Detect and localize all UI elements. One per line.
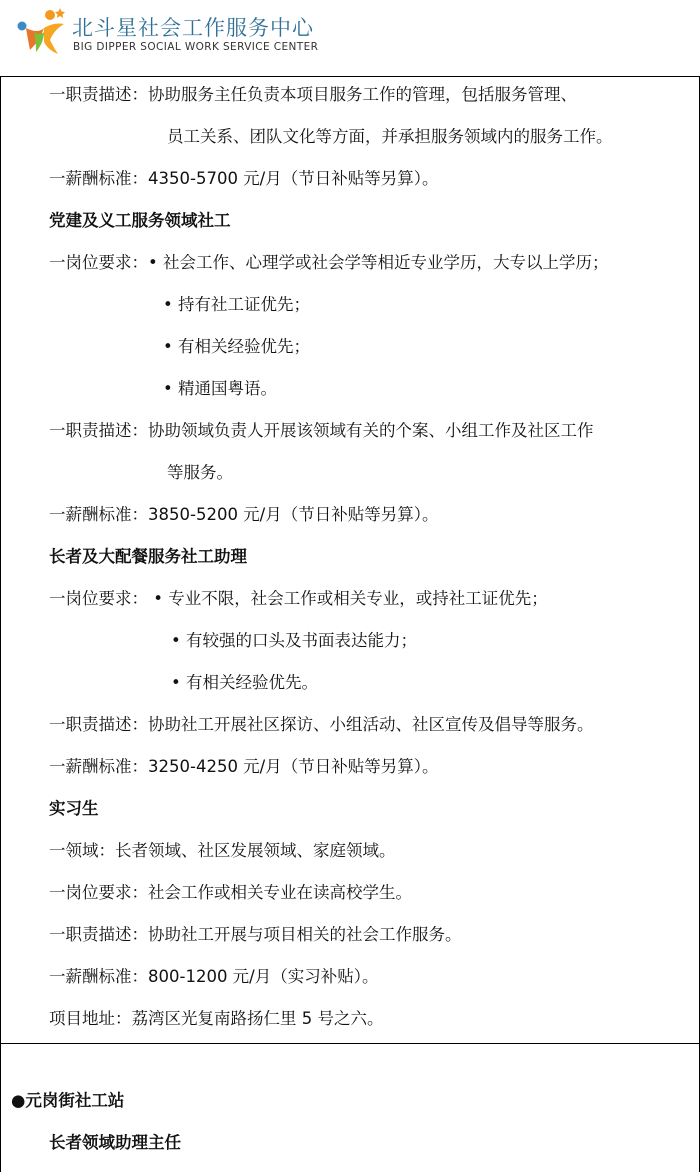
requirement-bullet: • 有相关经验优先。 (171, 673, 318, 692)
duty-description-line: 一职责描述：协助社工开展社区探访、小组活动、社区宣传及倡导等服务。 (49, 715, 594, 734)
requirement-line: 一岗位要求：社会工作或相关专业在读高校学生。 (49, 883, 412, 902)
section-heading: 长者领域助理主任 (49, 1133, 181, 1152)
duty-description-line: 一职责描述：协助社工开展与项目相关的社会工作服务。 (49, 925, 462, 944)
duty-description-continuation: 等服务。 (167, 463, 233, 482)
requirement-bullet: • 精通国粤语。 (163, 379, 277, 398)
logo-icon (14, 6, 70, 56)
requirement-bullet: • 有较强的口头及书面表达能力； (171, 631, 417, 650)
salary-line: 一薪酬标准：3250-4250 元/月（节日补贴等另算）。 (49, 757, 439, 776)
station-heading: ●元岗街社工站 (11, 1091, 125, 1110)
page-header (0, 0, 700, 72)
content-box-lower (0, 1043, 700, 1172)
duty-description-continuation: 员工关系、团队文化等方面，并承担服务领域内的服务工作。 (167, 127, 613, 146)
section-heading: 实习生 (49, 799, 99, 818)
org-name-cn: 北斗星社会工作服务中心 (72, 16, 314, 40)
requirement-line: 一岗位要求：• 社会工作、心理学或社会学等相近专业学历，大专以上学历； (49, 253, 609, 272)
field-line: 一领域：长者领域、社区发展领域、家庭领域。 (49, 841, 396, 860)
requirement-bullet: • 有相关经验优先； (163, 337, 310, 356)
salary-line: 一薪酬标准：800-1200 元/月（实习补贴）。 (49, 967, 379, 986)
section-heading: 长者及大配餐服务社工助理 (49, 547, 247, 566)
requirement-bullet: • 持有社工证优先； (163, 295, 310, 314)
org-name-en: BIG DIPPER SOCIAL WORK SERVICE CENTER (73, 41, 319, 53)
salary-line: 一薪酬标准：4350-5700 元/月（节日补贴等另算）。 (49, 169, 439, 188)
section-heading: 党建及义工服务领域社工 (49, 211, 231, 230)
salary-line: 一薪酬标准：3850-5200 元/月（节日补贴等另算）。 (49, 505, 439, 524)
duty-description-line: 一职责描述：协助服务主任负责本项目服务工作的管理，包括服务管理、 (49, 85, 577, 104)
duty-description-line: 一职责描述：协助领域负责人开展该领域有关的个案、小组工作及社区工作 (49, 421, 594, 440)
requirement-line: 一岗位要求： • 专业不限，社会工作或相关专业，或持社工证优先； (49, 589, 548, 608)
project-address: 项目地址：荔湾区光复南路扬仁里 5 号之六。 (49, 1009, 384, 1028)
content-box (0, 76, 700, 1044)
